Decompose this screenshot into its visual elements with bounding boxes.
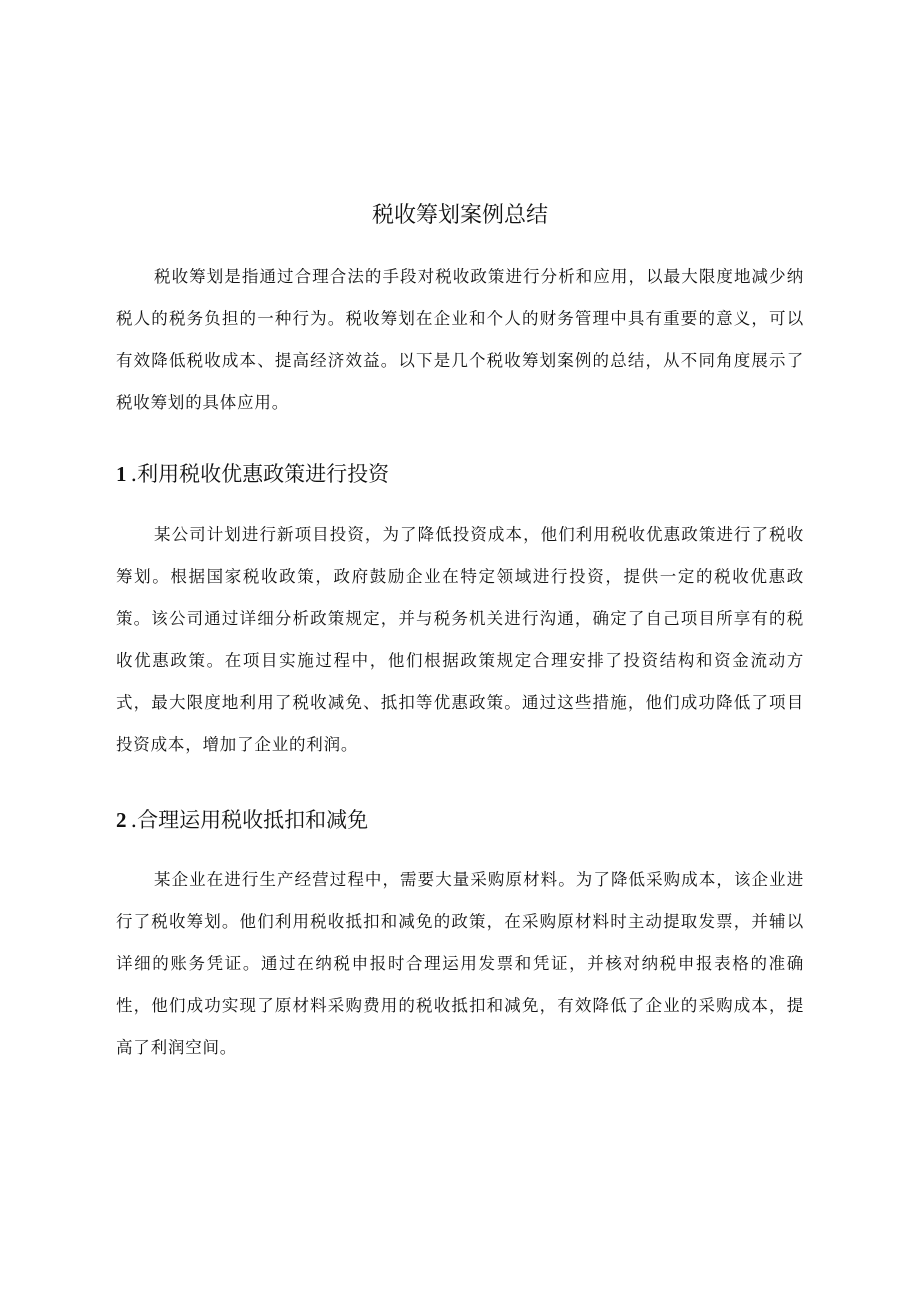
page-title: 税收筹划案例总结: [371, 203, 548, 228]
section-heading-2: [116, 804, 804, 836]
section-heading-text-1: .利用税收优惠政策进行投资: [130, 462, 390, 486]
section-heading-1: [116, 458, 804, 490]
intro-paragraph: 税收筹划是指通过合理合法的手段对税收政策进行分析和应用，以最大限度地减少纳税人的税务负担的一种行为。税收筹划在企业和个人的财务管理中具有重要的意义，可以有效降低税收成本、提高经济效益。以下是几个税收筹划案例的总结，从不同角度展示了税收筹划的具体应用。: [116, 267, 804, 412]
section-number-2: 2: [116, 808, 127, 832]
section-number-1: 1: [116, 462, 127, 486]
section-body-1: 某公司计划进行新项目投资，为了降低投资成本，他们利用税收优惠政策进行了税收筹划。根据国家税收政策，政府鼓励企业在特定领域进行投资，提供一定的税收优惠政策。该公司通过详细分析政策规定，并与税务机关进行沟通，确定了自己项目所享有的税收优惠政策。在项目实施过程中，他们根据政策规定合理安排了投资结构和资金流动方式，最大限度地利用了税收减免、抵扣等优惠政策。通过这些措施，他们成功降低了项目投资成本，增加了企业的利润。: [116, 525, 804, 754]
section-body-2: 某企业在进行生产经营过程中，需要大量采购原材料。为了降低采购成本，该企业进行了税收筹划。他们利用税收抵扣和减免的政策，在采购原材料时主动提取发票，并辅以详细的账务凭证。通过在纳税申报时合理运用发票和凭证，并核对纳税申报表格的准确性，他们成功实现了原材料采购费用的税收抵扣和减免，有效降低了企业的采购成本，提高了利润空间。: [116, 870, 804, 1057]
section-heading-text-2: .合理运用税收抵扣和减免: [130, 808, 369, 832]
